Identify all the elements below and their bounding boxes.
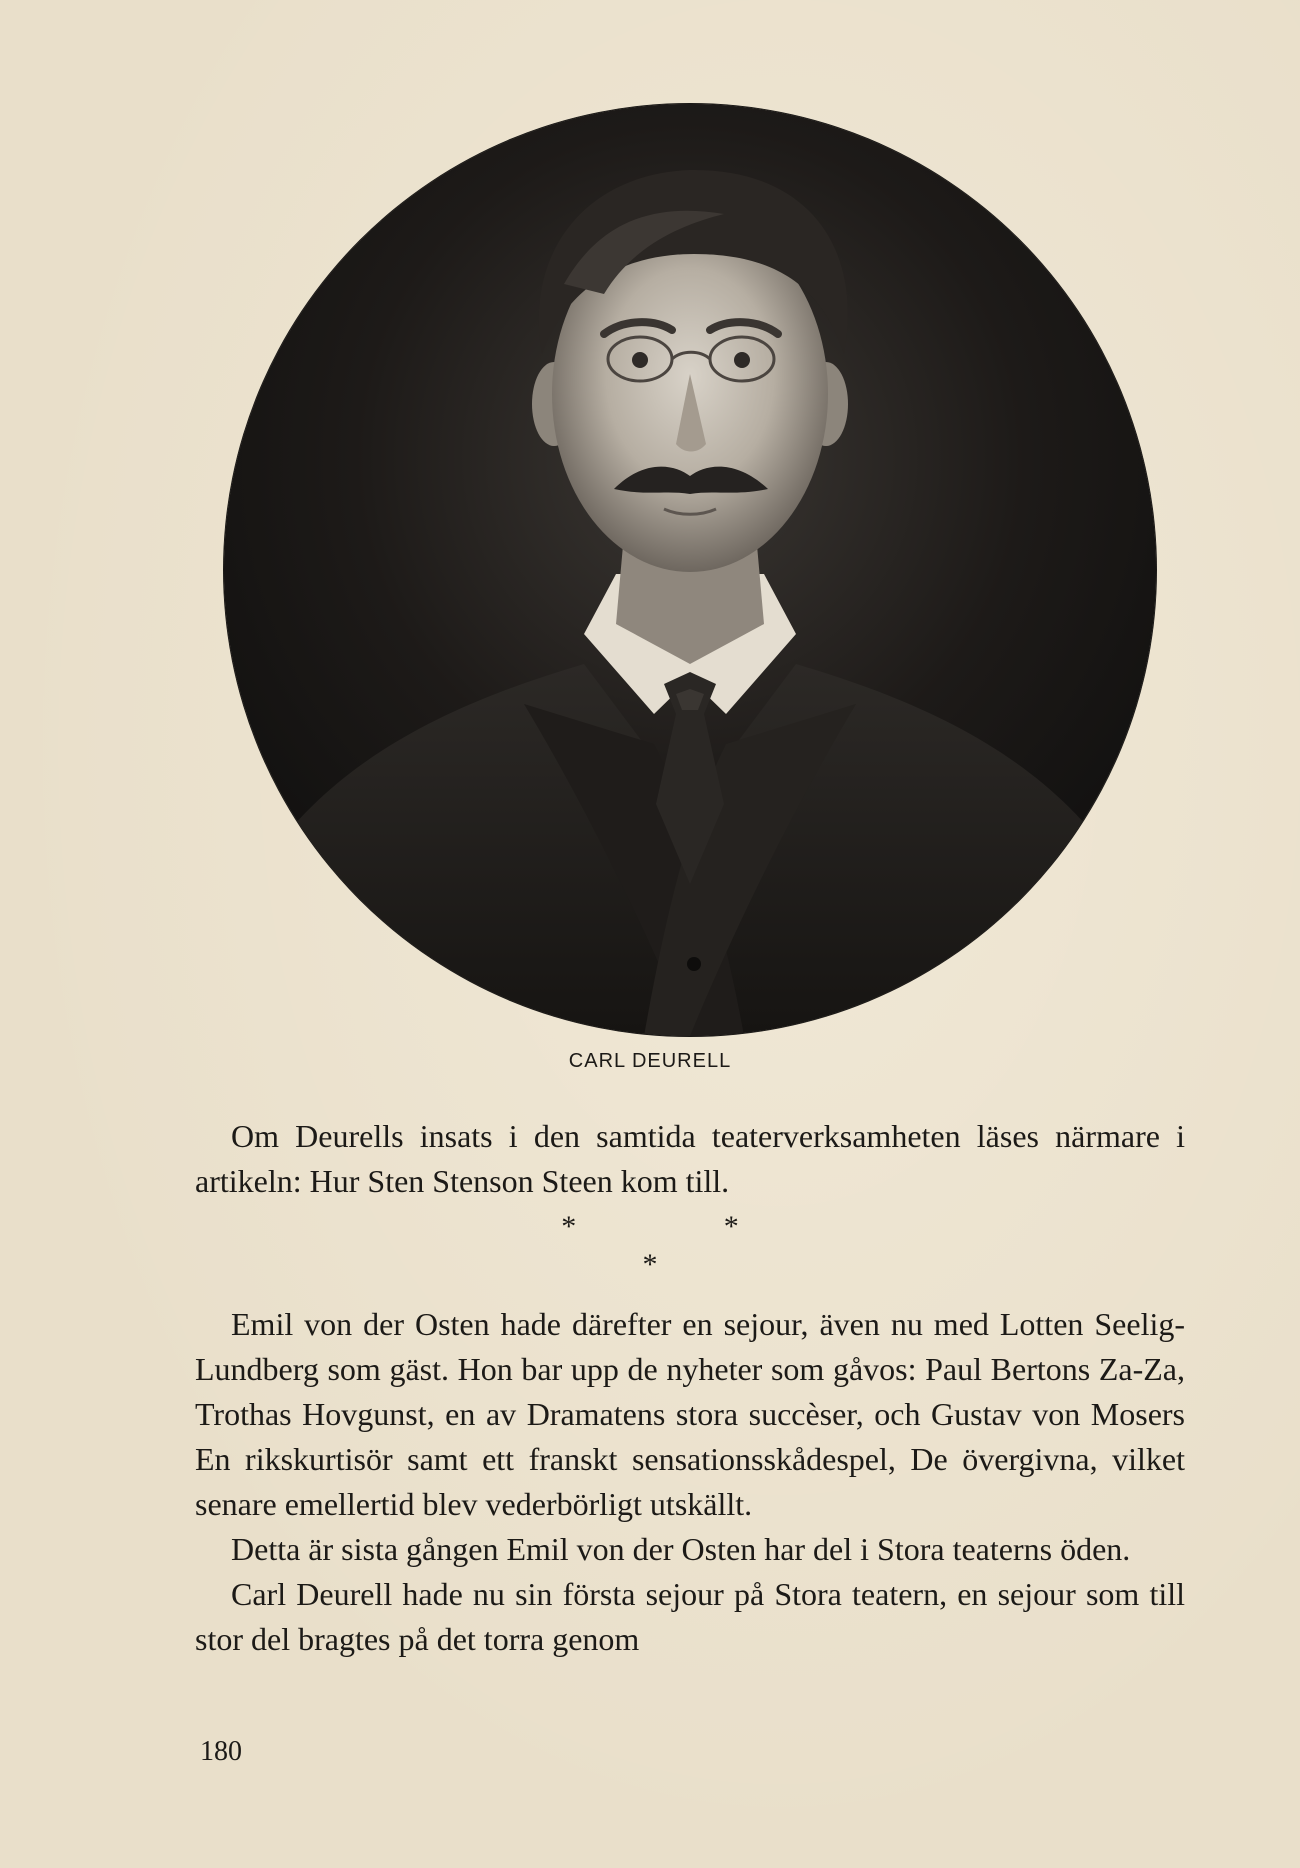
paragraph-4: Carl Deurell hade nu sin första sejour på Stora teatern, en sejour som till stor del bragtes på det torra genom [195,1576,1185,1657]
man-portrait-illustration [224,104,1156,1036]
portrait-photo [224,104,1156,1036]
section-separator-bottom: * [642,1248,658,1281]
paragraph-1: Om Deurells insats i den samtida teaterverksamheten läses närmare i artikeln: Hur Sten Stenson Steen kom till. [195,1118,1185,1199]
paragraph-3: Detta är sista gången Emil von der Osten har del i Stora teaterns öden. [231,1531,1131,1567]
paragraph-2: Emil von der Osten hade därefter en sejour, även nu med Lotten Seelig-Lundberg som gäst. Hon bar upp de nyheter som gåvos: Paul Bertons Za-Za, Trothas Hovgunst, en av Dramatens stora succèser, och Gustav von Mosers En rikskurtisör samt ett franskt sensationsskådespel, De övergivna, vilket senare emellertid blev vederbörligt utskällt. [195,1306,1185,1522]
body-text [195,1302,1185,1662]
section-separator-top: * * [561,1210,739,1243]
paragraph-intro [195,1114,1185,1204]
page-number: 180 [200,1736,242,1767]
portrait-caption: CARL DEURELL [568,1050,732,1072]
